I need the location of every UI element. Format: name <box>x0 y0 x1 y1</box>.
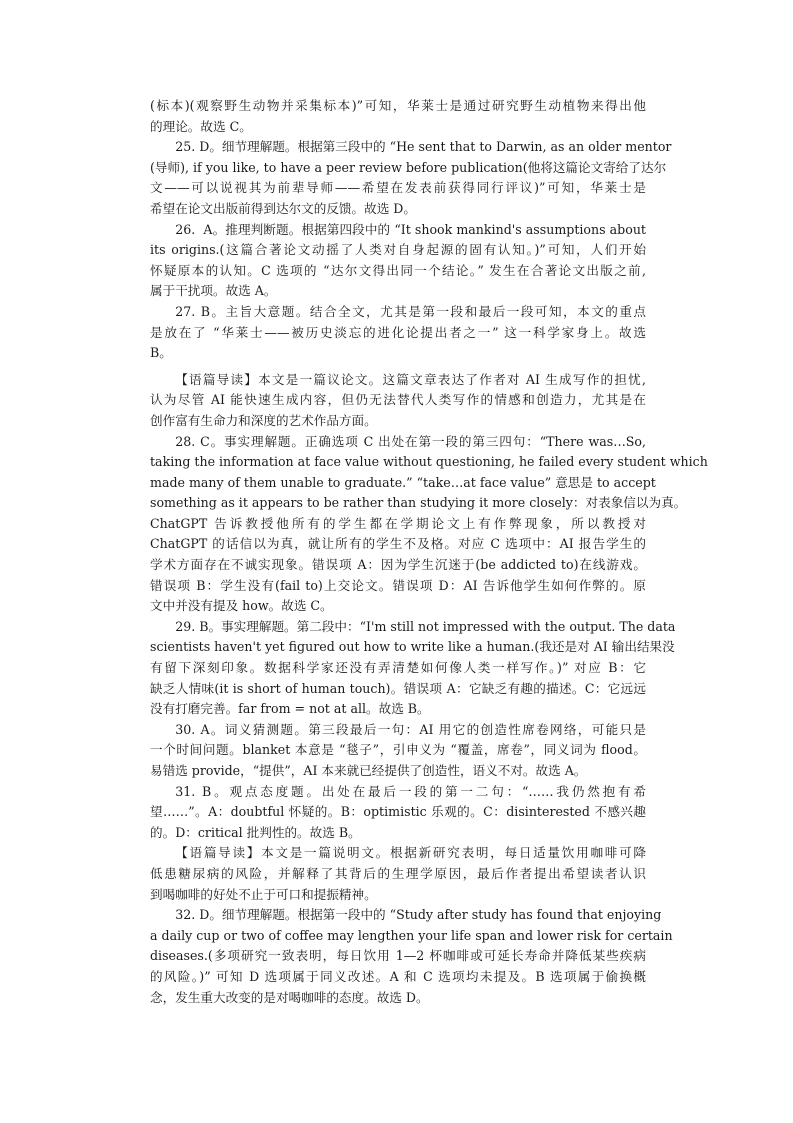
text-line: 26. A。推理判断题。根据第四段中的 “It shook mankind's assumptions about <box>175 221 646 237</box>
text-line: 学术方面存在不诚实现象。错误项 A：因为学生沉迷于(be addicted to)在线游戏。 <box>150 557 646 573</box>
paragraph-p-q32 <box>150 905 673 1008</box>
text-line: taking the information at face value without questioning, he failed every student which <box>150 454 708 470</box>
text-line: 31. B。观点态度题。出处在最后一段的第一二句：“……我仍然抱有希 <box>175 783 646 799</box>
text-line: 错误项 B：学生没有(fail to)上交论文。错误项 D：AI 告诉他学生如何作弊的。原 <box>150 577 646 593</box>
paragraph-p-q26 <box>150 220 646 302</box>
text-line: 的风险。)” 可知 D 选项属于同义改述。A 和 C 选项均未提及。B 选项属于偷换概 <box>150 968 646 984</box>
text-line: 是放在了 “华莱士——被历史淡忘的进化论提出者之一” 这一科学家身上。故选 <box>150 324 646 340</box>
paragraph-p-q28 <box>150 432 708 617</box>
text-line: made many of them unable to graduate.” “take…at face value” 意思是 to accept <box>150 474 656 490</box>
text-line: 的理论。故选 C。 <box>150 118 252 134</box>
paragraph-p-q29 <box>150 617 676 720</box>
text-line: scientists haven't yet figured out how to write like a human.(我还是对 AI 输出结果没 <box>150 639 675 655</box>
paragraph-p-q25 <box>150 137 672 219</box>
text-line: 没有打磨完善。far from = not at all。故选 B。 <box>150 701 430 717</box>
text-line: 缺乏人情味(it is short of human touch)。错误项 A：它缺乏有趣的描述。C：它远远 <box>150 680 646 696</box>
text-line: 文中并没有提及 how。故选 C。 <box>150 598 333 614</box>
answer-explanations <box>150 96 708 1008</box>
text-line: 一个时间问题。blanket 本意是 “毯子”，引申义为 “覆盖，席卷”，同义词为 flood。 <box>150 742 646 758</box>
text-line: (导师), if you like, to have a peer review before publication(他将这篇论文寄给了达尔 <box>150 159 667 175</box>
text-line: 到喝咖啡的好处不止于可口和提振精神。 <box>150 886 377 902</box>
text-line: 希望在论文出版前得到达尔文的反馈。故选 D。 <box>150 200 416 216</box>
text-line: 的。D：critical 批判性的。故选 B。 <box>150 824 361 840</box>
text-line: 28. C。事实理解题。正确选项 C 出处在第一段的第三四句：“There was…So, <box>175 433 646 449</box>
text-line: a daily cup or two of coffee may lengthen your life span and lower risk for certain <box>150 927 673 943</box>
text-line: 属于干扰项。故选 A。 <box>150 283 277 299</box>
paragraph-p-q31 <box>150 782 646 844</box>
text-line: 32. D。细节理解题。根据第一段中的 “Study after study has found that enjoying <box>175 907 662 923</box>
paragraph-p-q27 <box>150 302 646 364</box>
text-line: diseases.(多项研究一致表明，每日饮用 1—2 杯咖啡或可延长寿命并降低某些疾病 <box>150 948 646 964</box>
text-line: 低患糖尿病的风险，并解释了其背后的生理学原因，最后作者提出希望读者认识 <box>150 865 646 881</box>
text-line: 创作富有生命力和深度的艺术作品方面。 <box>150 412 377 428</box>
text-line: 望……”。A：doubtful 怀疑的。B：optimistic 乐观的。C：disinterested 不感兴趣 <box>150 804 646 820</box>
text-line: 29. B。事实理解题。第二段中：“I'm still not impressed with the output. The data <box>175 618 676 634</box>
paragraph-p-q24-cont <box>150 96 646 137</box>
text-line: 念，发生重大改变的是对喝咖啡的态度。故选 D。 <box>150 989 429 1005</box>
paragraph-p-q30 <box>150 720 646 782</box>
text-line: 易错选 provide，“提供”，AI 本来就已经提供了创造性，语义不对。故选 A。 <box>150 763 587 778</box>
text-line: 认为尽管 AI 能快速生成内容，但仍无法替代人类写作的情感和创造力，尤其是在 <box>150 392 646 408</box>
paragraph-p-guide-coffee <box>150 843 646 905</box>
text-line: (标本)(观察野生动物并采集标本)”可知，华莱士是通过研究野生动植物来得出他 <box>150 98 646 113</box>
paragraph-p-guide-ai <box>150 370 646 432</box>
text-line: ChatGPT 的话信以为真，就让所有的学生不及格。对应 C 选项中：AI 报告学生的 <box>150 536 646 552</box>
text-line: something as it appears to be rather than studying it more closely：对表象信以为真。 <box>150 495 687 511</box>
text-line: its origins.(这篇合著论文动摇了人类对自身起源的固有认知。)”可知，人们开始 <box>150 242 646 258</box>
text-line: 27. B。主旨大意题。结合全文，尤其是第一段和最后一段可知，本文的重点 <box>175 303 646 319</box>
text-line: 怀疑原本的认知。C 选项的 “达尔文得出同一个结论。” 发生在合著论文出版之前, <box>150 262 646 278</box>
text-line: 文——可以说视其为前辈导师——希望在发表前获得同行评议)”可知，华莱士是 <box>150 180 646 196</box>
text-line: ChatGPT 告诉教授他所有的学生都在学期论文上有作弊现象，所以教授对 <box>150 515 646 531</box>
text-line: 有留下深刻印象。数据科学家还没有弄清楚如何像人类一样写作。)” 对应 B：它 <box>150 660 646 676</box>
text-line: 30. A。词义猜测题。第三段最后一句：AI 用它的创造性席卷网络，可能只是 <box>175 721 646 737</box>
text-line: B。 <box>150 345 172 361</box>
text-line: 25. D。细节理解题。根据第三段中的 “He sent that to Darwin, as an older mentor <box>175 139 672 155</box>
text-line: 【语篇导读】本文是一篇说明文。根据新研究表明，每日适量饮用咖啡可降 <box>175 845 646 861</box>
text-line: 【语篇导读】本文是一篇议论文。这篇文章表达了作者对 AI 生成写作的担忧, <box>175 371 646 387</box>
